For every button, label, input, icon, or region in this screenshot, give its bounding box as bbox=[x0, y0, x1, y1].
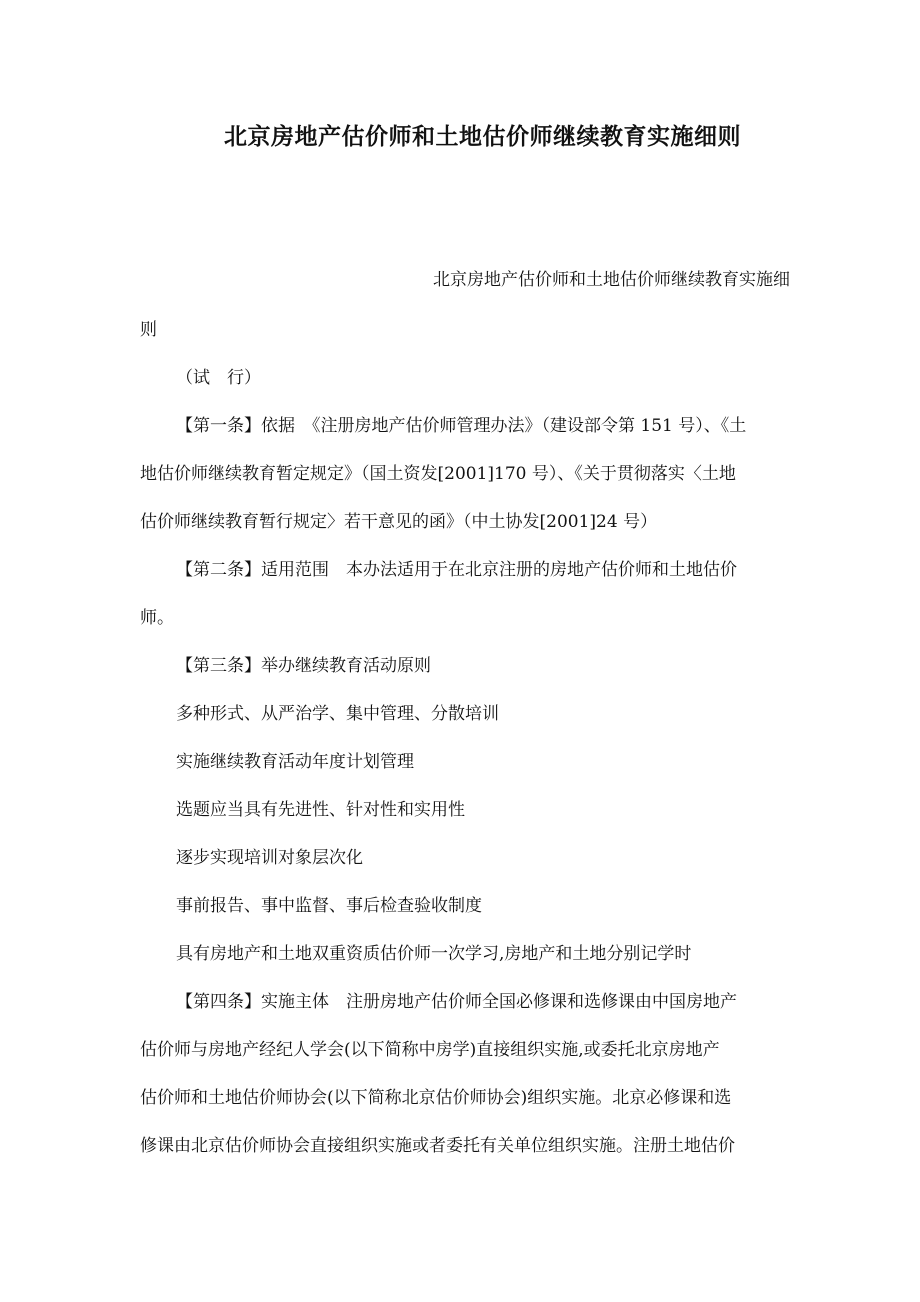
article-4-line-2: 估价师与房地产经纪人学会(以下简称中房学)直接组织实施,或委托北京房地产 bbox=[140, 1040, 720, 1060]
subtitle-line-2: 则 bbox=[140, 320, 157, 340]
principle-2: 实施继续教育活动年度计划管理 bbox=[176, 752, 414, 772]
document-title: 北京房地产估价师和土地估价师继续教育实施细则 bbox=[224, 123, 741, 150]
trial-note: （试 行） bbox=[176, 368, 261, 388]
article-1-line-3: 估价师继续教育暂行规定〉若干意见的函》（中土协发[2001]24 号） bbox=[140, 512, 658, 532]
subtitle-line-1: 北京房地产估价师和土地估价师继续教育实施细 bbox=[433, 270, 790, 290]
principle-5: 事前报告、事中监督、事后检查验收制度 bbox=[176, 896, 482, 916]
principle-1: 多种形式、从严治学、集中管理、分散培训 bbox=[176, 704, 499, 724]
article-1-line-1: 【第一条】依据 《注册房地产估价师管理办法》（建设部令第 151 号）、《土 bbox=[176, 416, 747, 436]
article-4-line-3: 估价师和土地估价师协会(以下简称北京估价师协会)组织实施。北京必修课和选 bbox=[140, 1088, 732, 1108]
article-2-line-2: 师。 bbox=[140, 608, 174, 628]
article-3-heading: 【第三条】举办继续教育活动原则 bbox=[176, 656, 431, 676]
principle-4: 逐步实现培训对象层次化 bbox=[176, 848, 363, 868]
article-2-line-1: 【第二条】适用范围 本办法适用于在北京注册的房地产估价师和土地估价 bbox=[176, 560, 737, 580]
principle-3: 选题应当具有先进性、针对性和实用性 bbox=[176, 800, 465, 820]
principle-6: 具有房地产和土地双重资质估价师一次学习,房地产和土地分别记学时 bbox=[176, 944, 692, 964]
article-1-line-2: 地估价师继续教育暂定规定》（国土资发[2001]170 号）、《关于贯彻落实〈土地 bbox=[140, 464, 736, 484]
article-4-line-1: 【第四条】实施主体 注册房地产估价师全国必修课和选修课由中国房地产 bbox=[176, 992, 737, 1012]
article-4-line-4: 修课由北京估价师协会直接组织实施或者委托有关单位组织实施。注册土地估价 bbox=[140, 1136, 735, 1156]
